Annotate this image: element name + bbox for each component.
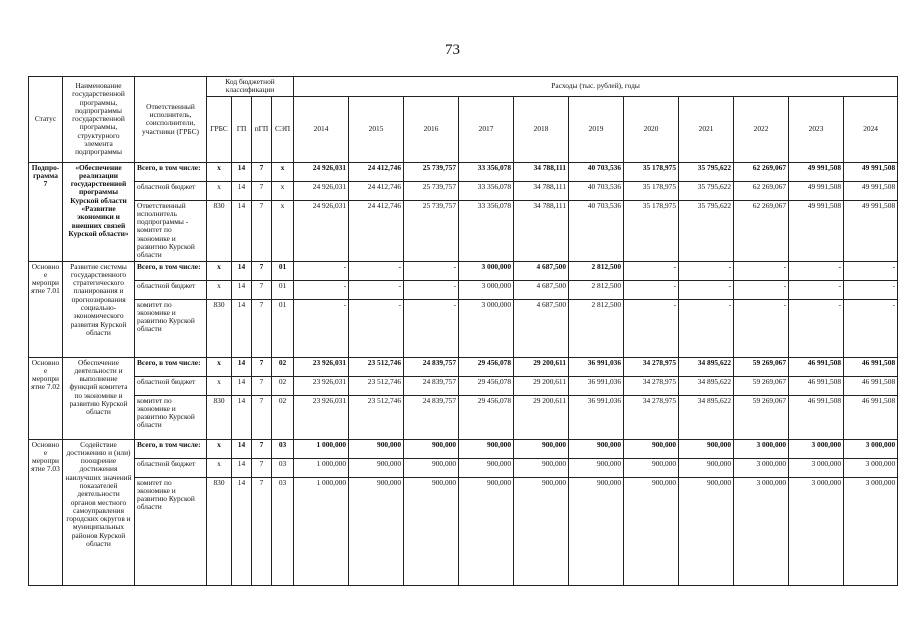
row-value: 35 795,622 [679, 162, 734, 181]
row-value: 46 991,508 [844, 395, 898, 439]
row-value: 900,000 [459, 458, 514, 477]
row-code: 14 [232, 181, 252, 200]
row-value: 3 000,000 [789, 439, 844, 458]
row-value: - [844, 299, 898, 357]
row-value: 24 839,757 [404, 395, 459, 439]
header-year: 2016 [404, 96, 459, 162]
row-value: 3 000,000 [734, 439, 789, 458]
row-value: 35 795,622 [679, 181, 734, 200]
header-status: Статус [29, 77, 63, 163]
row-code: х [272, 200, 294, 261]
row-value: 36 991,036 [569, 395, 624, 439]
row-value: 900,000 [349, 477, 404, 585]
row-code: х [207, 357, 232, 376]
table-row [29, 280, 898, 299]
row-value: 900,000 [514, 458, 569, 477]
row-value: 25 739,757 [404, 181, 459, 200]
row-value: - [789, 261, 844, 280]
row-value: 29 456,078 [459, 395, 514, 439]
row-value: 34 788,111 [514, 200, 569, 261]
row-value: 49 991,508 [789, 162, 844, 181]
row-value: 23 926,031 [294, 357, 349, 376]
row-value: 900,000 [404, 458, 459, 477]
row-value: 24 926,031 [294, 200, 349, 261]
row-value: 3 000,000 [734, 458, 789, 477]
row-code: 7 [252, 162, 272, 181]
row-value: 1 000,000 [294, 439, 349, 458]
row-code: 14 [232, 439, 252, 458]
header-year: 2015 [349, 96, 404, 162]
row-value: 2 812,500 [569, 299, 624, 357]
row-value: - [734, 280, 789, 299]
header-expenses-group: Расходы (тыс. рублей), годы [294, 77, 898, 97]
row-code: 7 [252, 357, 272, 376]
row-code: 01 [272, 261, 294, 280]
header-year: 2024 [844, 96, 898, 162]
row-code: 7 [252, 280, 272, 299]
row-value: - [624, 261, 679, 280]
row-code: 14 [232, 458, 252, 477]
row-value: 34 895,622 [679, 395, 734, 439]
row-code: 14 [232, 395, 252, 439]
row-code: х [207, 181, 232, 200]
row-value: 900,000 [569, 439, 624, 458]
table-row [29, 261, 898, 280]
row-value: 23 926,031 [294, 376, 349, 395]
row-value: 3 000,000 [734, 477, 789, 585]
row-value: - [349, 280, 404, 299]
table-row [29, 357, 898, 376]
header-code-group: Код бюджетной классификации [207, 77, 294, 97]
row-code: 14 [232, 261, 252, 280]
row-value: 4 687,500 [514, 280, 569, 299]
header-code-col: СЭП [272, 96, 294, 162]
row-value: - [844, 280, 898, 299]
row-value: 29 456,078 [459, 357, 514, 376]
row-status: Основное мероприятие 7.02 [29, 357, 63, 439]
row-value: 46 991,508 [789, 395, 844, 439]
row-value: 59 269,067 [734, 395, 789, 439]
row-code: 02 [272, 395, 294, 439]
row-value: - [624, 280, 679, 299]
row-code: 830 [207, 395, 232, 439]
row-value: 23 926,031 [294, 395, 349, 439]
row-code: 03 [272, 477, 294, 585]
table-row [29, 458, 898, 477]
row-value: 23 512,746 [349, 357, 404, 376]
row-code: 7 [252, 299, 272, 357]
row-value: 25 739,757 [404, 162, 459, 181]
row-code: 14 [232, 299, 252, 357]
row-value: - [734, 261, 789, 280]
header-year: 2021 [679, 96, 734, 162]
row-value: 46 991,508 [844, 376, 898, 395]
row-value: - [789, 299, 844, 357]
row-code: 830 [207, 299, 232, 357]
row-code: 01 [272, 299, 294, 357]
header-code-col: ГП [232, 96, 252, 162]
header-year: 2022 [734, 96, 789, 162]
table-row [29, 395, 898, 439]
row-value: 900,000 [404, 477, 459, 585]
row-responsible: областной бюджет [135, 181, 207, 200]
row-value: - [844, 261, 898, 280]
row-value: 24 412,746 [349, 200, 404, 261]
row-value: 36 991,036 [569, 376, 624, 395]
row-code: 7 [252, 458, 272, 477]
row-value: 1 000,000 [294, 477, 349, 585]
header-year: 2014 [294, 96, 349, 162]
row-responsible: комитет по экономике и развитию Курской области [135, 395, 207, 439]
row-code: 7 [252, 395, 272, 439]
row-value: 3 000,000 [844, 439, 898, 458]
row-value: 49 991,508 [844, 162, 898, 181]
row-value: 34 278,975 [624, 357, 679, 376]
row-value: 40 703,536 [569, 200, 624, 261]
row-value: - [624, 299, 679, 357]
row-value: 4 687,500 [514, 299, 569, 357]
row-value: - [294, 261, 349, 280]
row-value: 900,000 [459, 477, 514, 585]
row-code: 7 [252, 261, 272, 280]
row-value: 59 269,067 [734, 376, 789, 395]
row-value: 1 000,000 [294, 458, 349, 477]
row-value: 59 269,067 [734, 357, 789, 376]
row-value: 900,000 [679, 439, 734, 458]
row-value: 24 412,746 [349, 181, 404, 200]
row-value: - [404, 261, 459, 280]
row-code: х [272, 181, 294, 200]
row-value: 29 456,078 [459, 376, 514, 395]
row-value: 3 000,000 [459, 280, 514, 299]
row-value: 900,000 [514, 439, 569, 458]
row-responsible: комитет по экономике и развитию Курской области [135, 299, 207, 357]
row-value: 24 926,031 [294, 181, 349, 200]
row-value: - [349, 299, 404, 357]
row-value: 900,000 [459, 439, 514, 458]
row-code: х [207, 261, 232, 280]
row-code: х [207, 439, 232, 458]
row-code: х [207, 376, 232, 395]
row-status: Основное мероприятие 7.03 [29, 439, 63, 585]
row-value: 62 269,067 [734, 200, 789, 261]
row-value: 46 991,508 [789, 357, 844, 376]
row-name: Обеспечение деятельности и выполнение функций комитета по экономике и развитию Курской области [63, 357, 135, 439]
table-row [29, 181, 898, 200]
row-value: 29 200,611 [514, 395, 569, 439]
row-name: Развитие системы государственного стратегического планирования и прогнозирования социально-экономического развития Курской области [63, 261, 135, 357]
row-code: 7 [252, 200, 272, 261]
row-code: 7 [252, 439, 272, 458]
header-year: 2017 [459, 96, 514, 162]
row-value: 40 703,536 [569, 181, 624, 200]
row-value: 900,000 [624, 477, 679, 585]
row-value: - [679, 299, 734, 357]
row-value: 34 895,622 [679, 357, 734, 376]
row-value: 900,000 [679, 458, 734, 477]
row-code: х [272, 162, 294, 181]
table-row [29, 376, 898, 395]
row-value: 23 512,746 [349, 376, 404, 395]
row-code: 14 [232, 376, 252, 395]
row-value: 35 178,975 [624, 162, 679, 181]
table-header [29, 77, 898, 163]
row-code: 14 [232, 162, 252, 181]
row-code: 830 [207, 477, 232, 585]
header-year: 2023 [789, 96, 844, 162]
row-code: 03 [272, 458, 294, 477]
row-value: 33 356,078 [459, 181, 514, 200]
row-value: - [404, 280, 459, 299]
row-code: 02 [272, 376, 294, 395]
row-value: 2 812,500 [569, 261, 624, 280]
row-value: - [679, 280, 734, 299]
row-value: 24 926,031 [294, 162, 349, 181]
header-name: Наименование государственной программы, подпрограммы государственной программы, структурного элемента подпрограммы [63, 77, 135, 163]
row-value: 3 000,000 [459, 261, 514, 280]
row-value: 900,000 [679, 477, 734, 585]
row-value: 35 795,622 [679, 200, 734, 261]
row-value: 49 991,508 [789, 181, 844, 200]
row-value: 33 356,078 [459, 200, 514, 261]
row-name: «Обеспечение реализации государственной программы Курской области «Развитие экономики и внешних связей Курской области» [63, 162, 135, 261]
row-code: 830 [207, 200, 232, 261]
row-value: 3 000,000 [844, 458, 898, 477]
row-code: х [207, 280, 232, 299]
row-name: Содействие достижению и (или) поощрение достижения наилучших значений показателей деятельности органов местного самоуправления городских округов и муниципальных районов Курской области [63, 439, 135, 585]
row-value: - [734, 299, 789, 357]
row-value: 900,000 [569, 458, 624, 477]
header-year: 2019 [569, 96, 624, 162]
table-row [29, 477, 898, 585]
row-code: 01 [272, 280, 294, 299]
row-value: 34 278,975 [624, 395, 679, 439]
budget-table [28, 76, 898, 586]
row-value: 36 991,036 [569, 357, 624, 376]
row-value: 34 788,111 [514, 181, 569, 200]
row-value: 46 991,508 [844, 357, 898, 376]
row-value: - [404, 299, 459, 357]
row-value: - [349, 261, 404, 280]
row-value: - [294, 299, 349, 357]
row-value: 3 000,000 [789, 477, 844, 585]
row-value: 33 356,078 [459, 162, 514, 181]
row-status: Основное мероприятие 7.01 [29, 261, 63, 357]
row-value: 23 512,746 [349, 395, 404, 439]
row-code: 02 [272, 357, 294, 376]
row-code: 7 [252, 376, 272, 395]
row-value: 24 412,746 [349, 162, 404, 181]
row-value: 900,000 [569, 477, 624, 585]
header-code-col: ГРБС [207, 96, 232, 162]
row-responsible: Всего, в том числе: [135, 261, 207, 280]
row-value: 62 269,067 [734, 162, 789, 181]
row-responsible: комитет по экономике и развитию Курской области [135, 477, 207, 585]
row-value: 29 200,611 [514, 376, 569, 395]
row-value: 34 788,111 [514, 162, 569, 181]
row-value: 3 000,000 [789, 458, 844, 477]
row-value: 49 991,508 [844, 200, 898, 261]
row-value: 35 178,975 [624, 181, 679, 200]
row-value: 900,000 [624, 439, 679, 458]
row-responsible: областной бюджет [135, 458, 207, 477]
row-responsible: Всего, в том числе: [135, 357, 207, 376]
row-value: 3 000,000 [844, 477, 898, 585]
row-value: 34 278,975 [624, 376, 679, 395]
row-responsible: областной бюджет [135, 280, 207, 299]
row-value: 900,000 [514, 477, 569, 585]
row-value: 25 739,757 [404, 200, 459, 261]
row-value: - [294, 280, 349, 299]
row-value: 3 000,000 [459, 299, 514, 357]
row-value: 24 839,757 [404, 376, 459, 395]
row-value: - [679, 261, 734, 280]
row-code: 7 [252, 477, 272, 585]
table-row [29, 200, 898, 261]
row-responsible: Всего, в том числе: [135, 439, 207, 458]
row-value: 35 178,975 [624, 200, 679, 261]
row-value: 900,000 [349, 458, 404, 477]
row-value: 46 991,508 [789, 376, 844, 395]
row-code: 14 [232, 357, 252, 376]
row-responsible: Ответственный исполнитель подпрограммы - комитет по экономике и развитию Курской области [135, 200, 207, 261]
row-code: 7 [252, 181, 272, 200]
page-number: 73 [445, 42, 460, 58]
row-responsible: областной бюджет [135, 376, 207, 395]
row-responsible: Всего, в том числе: [135, 162, 207, 181]
row-value: 24 839,757 [404, 357, 459, 376]
row-code: х [207, 458, 232, 477]
header-code-col: пГП [252, 96, 272, 162]
header-year: 2018 [514, 96, 569, 162]
row-value: 34 895,622 [679, 376, 734, 395]
table-row [29, 439, 898, 458]
header-responsible: Ответственный исполнитель, соисполнители, участники (ГРБС) [135, 77, 207, 163]
row-value: 4 687,500 [514, 261, 569, 280]
row-value: - [789, 280, 844, 299]
row-value: 29 200,611 [514, 357, 569, 376]
row-code: 03 [272, 439, 294, 458]
row-value: 2 812,500 [569, 280, 624, 299]
row-status: Подпро-грамма 7 [29, 162, 63, 261]
row-value: 40 703,536 [569, 162, 624, 181]
table-row [29, 299, 898, 357]
row-value: 62 269,067 [734, 181, 789, 200]
row-value: 900,000 [349, 439, 404, 458]
table-body [29, 162, 898, 585]
table-row [29, 162, 898, 181]
row-value: 49 991,508 [789, 200, 844, 261]
row-value: 49 991,508 [844, 181, 898, 200]
header-year: 2020 [624, 96, 679, 162]
row-code: х [207, 162, 232, 181]
row-code: 14 [232, 200, 252, 261]
row-value: 900,000 [624, 458, 679, 477]
row-code: 14 [232, 280, 252, 299]
row-value: 900,000 [404, 439, 459, 458]
row-code: 14 [232, 477, 252, 585]
